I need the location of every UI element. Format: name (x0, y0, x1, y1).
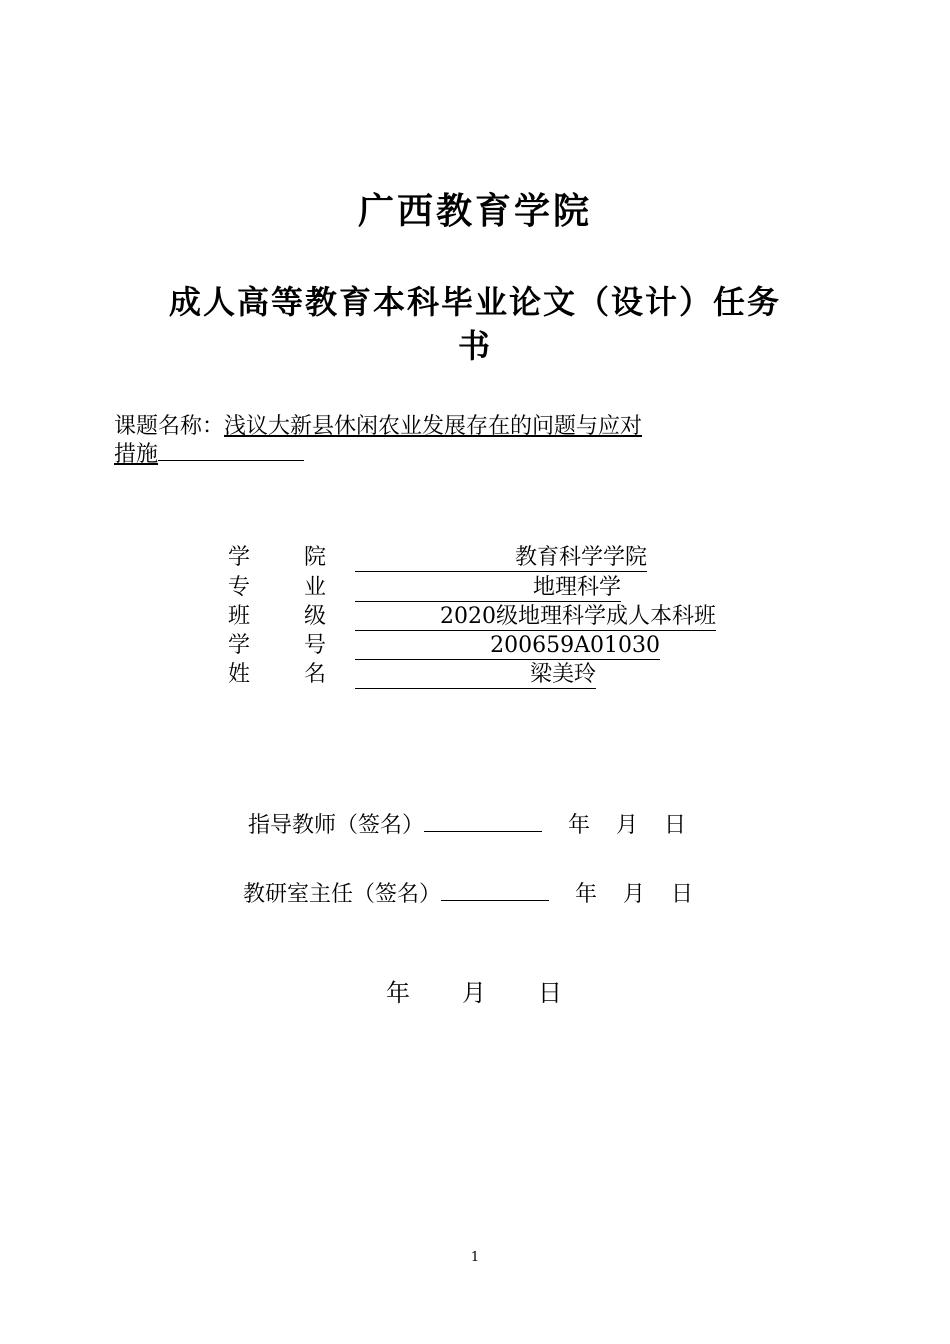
topic-label: 课题名称： (114, 414, 225, 439)
topic-value-line2: 措施 (114, 442, 159, 467)
topic-underline (158, 440, 304, 461)
date-year: 年 (386, 979, 410, 1007)
director-signature-row (243, 876, 693, 910)
director-label: 教研室主任（签名） (243, 882, 442, 907)
document-title-line1: 成人高等教育本科毕业论文（设计）任务 (168, 283, 781, 321)
advisor-label: 指导教师（签名） (248, 813, 425, 838)
document-date (386, 978, 562, 1008)
advisor-month: 月 (616, 813, 639, 838)
info-label-a: 学 (228, 545, 251, 570)
info-label-b: 业 (304, 575, 327, 600)
name-value: 梁美玲 (355, 660, 596, 689)
page-number: 1 (470, 1250, 480, 1265)
info-label-a: 姓 (228, 662, 251, 687)
director-month: 月 (623, 882, 646, 907)
advisor-day: 日 (664, 813, 687, 838)
director-year: 年 (575, 882, 598, 907)
document-title (120, 280, 830, 368)
topic-value-line1: 浅议大新县休闲农业发展存在的问题与应对 (224, 414, 643, 439)
date-day: 日 (538, 979, 562, 1007)
class-value: 2020级地理科学成人本科班 (355, 602, 716, 631)
info-label-b: 级 (304, 604, 327, 629)
advisor-year: 年 (568, 813, 591, 838)
student-id-value: 200659A01030 (355, 631, 660, 660)
advisor-signature-line[interactable] (424, 807, 542, 832)
info-label-b: 名 (304, 662, 327, 687)
info-label-a: 专 (228, 575, 251, 600)
topic-block (114, 413, 754, 468)
director-day: 日 (671, 882, 694, 907)
info-label-b: 院 (304, 545, 327, 570)
director-signature-line[interactable] (441, 876, 549, 901)
major-value: 地理科学 (355, 573, 621, 602)
advisor-signature-row (248, 807, 686, 841)
info-label-a: 学 (228, 633, 251, 658)
institution-title: 广西教育学院 (357, 190, 592, 232)
info-label-a: 班 (228, 604, 251, 629)
date-month: 月 (462, 979, 486, 1007)
document-title-line2: 书 (457, 327, 492, 365)
college-value: 教育科学学院 (355, 543, 647, 572)
info-label-b: 号 (304, 633, 327, 658)
